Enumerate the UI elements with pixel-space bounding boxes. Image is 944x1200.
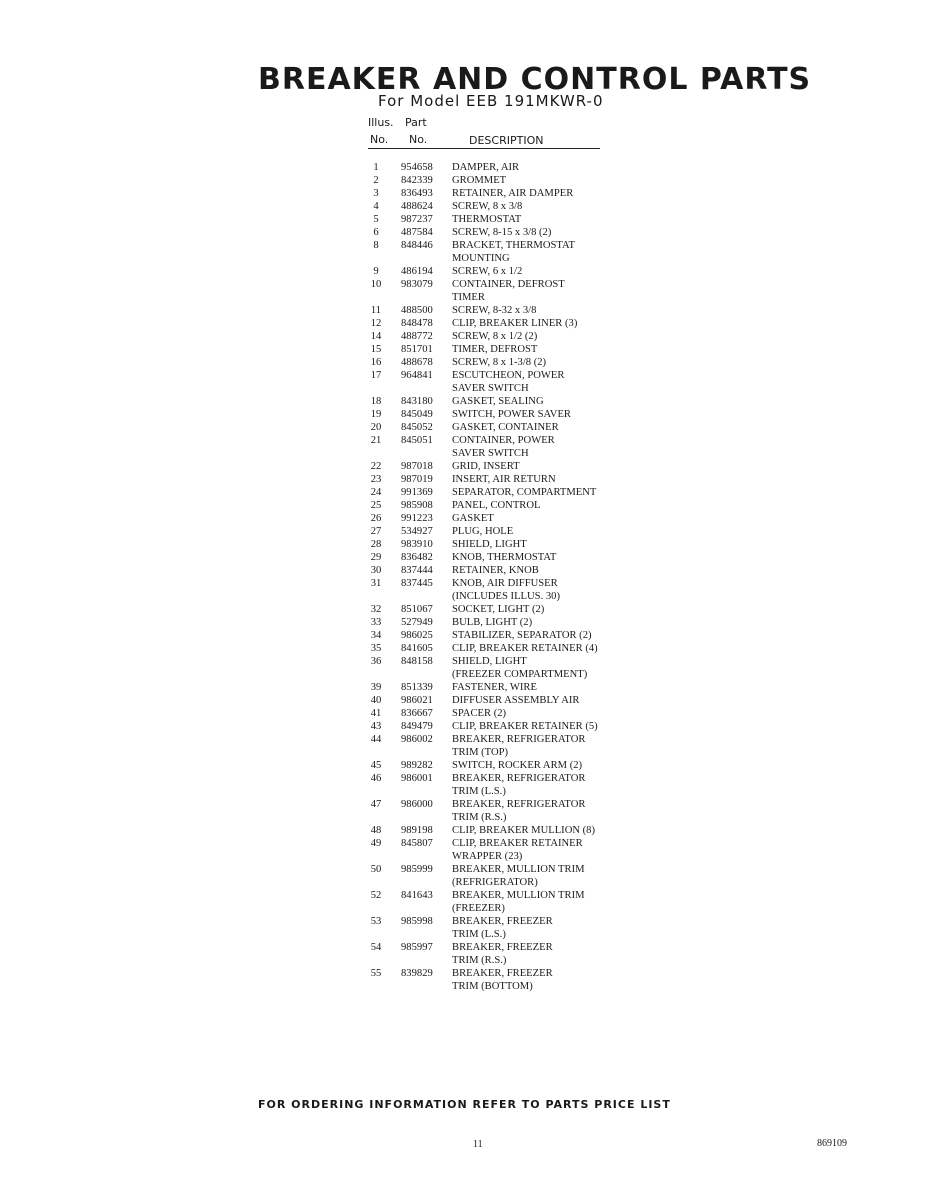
part-number: 848158 xyxy=(401,656,433,667)
description-line: WRAPPER (23) xyxy=(452,851,523,862)
part-number: 848446 xyxy=(401,240,433,251)
description-line: STABILIZER, SEPARATOR (2) xyxy=(452,630,592,641)
illus-number: 19 xyxy=(370,409,382,420)
part-number: 837445 xyxy=(401,578,433,589)
illus-number: 2 xyxy=(373,175,379,186)
part-description xyxy=(452,317,626,330)
parts-list xyxy=(366,161,626,993)
illus-number: 25 xyxy=(370,500,382,511)
illus-number: 36 xyxy=(370,656,382,667)
table-row xyxy=(366,330,626,343)
table-row xyxy=(366,889,626,915)
part-number: 964841 xyxy=(401,370,433,381)
table-row xyxy=(366,434,626,460)
table-row xyxy=(366,577,626,603)
part-description xyxy=(452,434,626,460)
illus-number: 46 xyxy=(370,773,382,784)
part-description xyxy=(452,720,626,733)
part-description xyxy=(452,889,626,915)
table-row xyxy=(366,538,626,551)
part-number: 986001 xyxy=(401,773,433,784)
description-line: BREAKER, REFRIGERATOR xyxy=(452,799,586,810)
illus-number: 31 xyxy=(370,578,382,589)
illus-number: 1 xyxy=(373,162,379,173)
table-row xyxy=(366,772,626,798)
model-subtitle: For Model EEB 191MKWR-0 xyxy=(378,92,604,110)
illus-number: 29 xyxy=(370,552,382,563)
part-number: 488624 xyxy=(401,201,433,212)
part-number: 488500 xyxy=(401,305,433,316)
description-line: INSERT, AIR RETURN xyxy=(452,474,556,485)
description-line: TRIM (TOP) xyxy=(452,747,509,758)
part-description xyxy=(452,603,626,616)
description-line: (REFRIGERATOR) xyxy=(452,877,538,888)
table-row xyxy=(366,499,626,512)
description-line: PANEL, CONTROL xyxy=(452,500,541,511)
part-number: 851701 xyxy=(401,344,433,355)
header-part: Part xyxy=(405,116,427,129)
table-row xyxy=(366,278,626,304)
part-description xyxy=(452,538,626,551)
illus-number: 11 xyxy=(370,305,382,316)
table-row xyxy=(366,915,626,941)
description-line: BULB, LIGHT (2) xyxy=(452,617,533,628)
illus-number: 54 xyxy=(370,942,382,953)
description-line: SCREW, 8-32 x 3/8 xyxy=(452,305,537,316)
part-number: 836493 xyxy=(401,188,433,199)
illus-number: 3 xyxy=(373,188,379,199)
part-number: 488678 xyxy=(401,357,433,368)
description-line: TRIM (L.S.) xyxy=(452,929,506,940)
part-description xyxy=(452,525,626,538)
part-number: 986021 xyxy=(401,695,433,706)
part-number: 987237 xyxy=(401,214,433,225)
description-line: CLIP, BREAKER MULLION (8) xyxy=(452,825,596,836)
description-line: BREAKER, REFRIGERATOR xyxy=(452,773,586,784)
part-number: 837444 xyxy=(401,565,433,576)
table-row xyxy=(366,837,626,863)
part-number: 487584 xyxy=(401,227,433,238)
description-line: BRACKET, THERMOSTAT xyxy=(452,240,575,251)
part-number: 989282 xyxy=(401,760,433,771)
illus-number: 23 xyxy=(370,474,382,485)
part-number: 845052 xyxy=(401,422,433,433)
table-row xyxy=(366,343,626,356)
part-number: 845049 xyxy=(401,409,433,420)
header-description: DESCRIPTION xyxy=(469,134,544,147)
part-number: 839829 xyxy=(401,968,433,979)
part-description xyxy=(452,967,626,993)
illus-number: 35 xyxy=(370,643,382,654)
part-description xyxy=(452,707,626,720)
table-row xyxy=(366,161,626,174)
page-number: 11 xyxy=(473,1139,483,1150)
table-row xyxy=(366,473,626,486)
description-line: RETAINER, KNOB xyxy=(452,565,539,576)
illus-number: 44 xyxy=(370,734,382,745)
part-number: 851339 xyxy=(401,682,433,693)
description-line: CLIP, BREAKER RETAINER (5) xyxy=(452,721,598,732)
part-description xyxy=(452,343,626,356)
part-description xyxy=(452,616,626,629)
part-number: 534927 xyxy=(401,526,433,537)
illus-number: 27 xyxy=(370,526,382,537)
table-row xyxy=(366,369,626,395)
illus-number: 32 xyxy=(370,604,382,615)
part-description xyxy=(452,863,626,889)
part-number: 986025 xyxy=(401,630,433,641)
part-description xyxy=(452,577,626,603)
part-description xyxy=(452,629,626,642)
table-row xyxy=(366,694,626,707)
part-description xyxy=(452,486,626,499)
part-description xyxy=(452,226,626,239)
illus-number: 18 xyxy=(370,396,382,407)
illus-number: 52 xyxy=(370,890,382,901)
illus-number: 41 xyxy=(370,708,382,719)
table-row xyxy=(366,941,626,967)
table-row xyxy=(366,642,626,655)
part-description xyxy=(452,798,626,824)
part-number: 488772 xyxy=(401,331,433,342)
table-row xyxy=(366,525,626,538)
part-description xyxy=(452,408,626,421)
description-line: (FREEZER) xyxy=(452,903,505,914)
table-row xyxy=(366,616,626,629)
part-description xyxy=(452,772,626,798)
description-line: DAMPER, AIR xyxy=(452,162,520,173)
description-line: CLIP, BREAKER RETAINER xyxy=(452,838,583,849)
table-row xyxy=(366,213,626,226)
illus-number: 39 xyxy=(370,682,382,693)
illus-number: 17 xyxy=(370,370,382,381)
description-line: GASKET, CONTAINER xyxy=(452,422,559,433)
part-number: 983079 xyxy=(401,279,433,290)
table-row xyxy=(366,720,626,733)
description-line: BREAKER, MULLION TRIM xyxy=(452,864,585,875)
description-line: GROMMET xyxy=(452,175,507,186)
table-row xyxy=(366,460,626,473)
description-line: SWITCH, ROCKER ARM (2) xyxy=(452,760,583,771)
part-number: 843180 xyxy=(401,396,433,407)
illus-number: 6 xyxy=(373,227,379,238)
part-number: 983910 xyxy=(401,539,433,550)
description-line: (FREEZER COMPARTMENT) xyxy=(452,669,588,680)
description-line: SAVER SWITCH xyxy=(452,383,529,394)
part-description xyxy=(452,460,626,473)
illus-number: 47 xyxy=(370,799,382,810)
part-number: 841605 xyxy=(401,643,433,654)
part-description xyxy=(452,304,626,317)
part-number: 845807 xyxy=(401,838,433,849)
part-number: 849479 xyxy=(401,721,433,732)
description-line: KNOB, AIR DIFFUSER xyxy=(452,578,558,589)
illus-number: 40 xyxy=(370,695,382,706)
part-description xyxy=(452,499,626,512)
part-description xyxy=(452,330,626,343)
description-line: TRIM (BOTTOM) xyxy=(452,981,533,992)
illus-number: 9 xyxy=(373,266,379,277)
illus-number: 34 xyxy=(370,630,382,641)
part-number: 527949 xyxy=(401,617,433,628)
description-line: DIFFUSER ASSEMBLY AIR xyxy=(452,695,580,706)
table-row xyxy=(366,200,626,213)
part-description xyxy=(452,395,626,408)
illus-number: 22 xyxy=(370,461,382,472)
table-row xyxy=(366,759,626,772)
part-number: 985908 xyxy=(401,500,433,511)
illus-number: 45 xyxy=(370,760,382,771)
illus-number: 10 xyxy=(370,279,382,290)
part-description xyxy=(452,369,626,395)
description-line: ESCUTCHEON, POWER xyxy=(452,370,565,381)
table-row xyxy=(366,174,626,187)
part-number: 991223 xyxy=(401,513,433,524)
illus-number: 16 xyxy=(370,357,382,368)
illus-number: 28 xyxy=(370,539,382,550)
description-line: TRIM (R.S.) xyxy=(452,812,507,823)
description-line: CLIP, BREAKER RETAINER (4) xyxy=(452,643,598,654)
table-row xyxy=(366,967,626,993)
part-number: 845051 xyxy=(401,435,433,446)
table-row xyxy=(366,356,626,369)
part-number: 836482 xyxy=(401,552,433,563)
part-description xyxy=(452,265,626,278)
part-number: 836667 xyxy=(401,708,433,719)
description-line: BREAKER, FREEZER xyxy=(452,916,553,927)
part-description xyxy=(452,278,626,304)
part-description xyxy=(452,239,626,265)
part-description xyxy=(452,941,626,967)
illus-number: 55 xyxy=(370,968,382,979)
table-row xyxy=(366,564,626,577)
part-description xyxy=(452,655,626,681)
part-description xyxy=(452,356,626,369)
description-line: THERMOSTAT xyxy=(452,214,522,225)
description-line: FASTENER, WIRE xyxy=(452,682,537,693)
part-description xyxy=(452,512,626,525)
illus-number: 5 xyxy=(373,214,379,225)
part-number: 989198 xyxy=(401,825,433,836)
part-description xyxy=(452,733,626,759)
table-row xyxy=(366,408,626,421)
header-part-no: No. xyxy=(409,133,428,146)
description-line: GASKET xyxy=(452,513,494,524)
description-line: RETAINER, AIR DAMPER xyxy=(452,188,574,199)
illus-number: 33 xyxy=(370,617,382,628)
description-line: KNOB, THERMOSTAT xyxy=(452,552,557,563)
description-line: CONTAINER, POWER xyxy=(452,435,555,446)
illus-number: 43 xyxy=(370,721,382,732)
table-row xyxy=(366,239,626,265)
illus-number: 24 xyxy=(370,487,382,498)
description-line: SHIELD, LIGHT xyxy=(452,539,527,550)
description-line: BREAKER, MULLION TRIM xyxy=(452,890,585,901)
description-line: TIMER, DEFROST xyxy=(452,344,538,355)
part-description xyxy=(452,161,626,174)
illus-number: 12 xyxy=(370,318,382,329)
part-description xyxy=(452,915,626,941)
part-description xyxy=(452,200,626,213)
part-number: 848478 xyxy=(401,318,433,329)
description-line: CONTAINER, DEFROST xyxy=(452,279,565,290)
table-row xyxy=(366,486,626,499)
description-line: PLUG, HOLE xyxy=(452,526,514,537)
illus-number: 50 xyxy=(370,864,382,875)
part-number: 842339 xyxy=(401,175,433,186)
part-number: 486194 xyxy=(401,266,433,277)
ordering-footer: FOR ORDERING INFORMATION REFER TO PARTS PRICE LIST xyxy=(258,1098,671,1111)
part-number: 841643 xyxy=(401,890,433,901)
header-illus: Illus. xyxy=(368,116,394,129)
description-line: TRIM (L.S.) xyxy=(452,786,506,797)
illus-number: 30 xyxy=(370,565,382,576)
table-row xyxy=(366,655,626,681)
table-row xyxy=(366,265,626,278)
illus-number: 20 xyxy=(370,422,382,433)
document-number: 869109 xyxy=(817,1138,847,1149)
part-number: 986002 xyxy=(401,734,433,745)
description-line: CLIP, BREAKER LINER (3) xyxy=(452,318,578,329)
part-description xyxy=(452,642,626,655)
description-line: BREAKER, FREEZER xyxy=(452,942,553,953)
illus-number: 4 xyxy=(373,201,379,212)
part-number: 985997 xyxy=(401,942,433,953)
table-row xyxy=(366,681,626,694)
part-description xyxy=(452,213,626,226)
header-illus-no: No. xyxy=(370,133,389,146)
illus-number: 8 xyxy=(373,240,379,251)
table-row xyxy=(366,863,626,889)
part-description xyxy=(452,473,626,486)
part-number: 987018 xyxy=(401,461,433,472)
description-line: SPACER (2) xyxy=(452,708,507,719)
table-row xyxy=(366,707,626,720)
part-description xyxy=(452,564,626,577)
table-row xyxy=(366,421,626,434)
description-line: SCREW, 8 x 3/8 xyxy=(452,201,523,212)
part-description xyxy=(452,824,626,837)
description-line: MOUNTING xyxy=(452,253,510,264)
illus-number: 21 xyxy=(370,435,382,446)
description-line: GASKET, SEALING xyxy=(452,396,544,407)
part-number: 987019 xyxy=(401,474,433,485)
description-line: SCREW, 8-15 x 3/8 (2) xyxy=(452,227,552,238)
part-description xyxy=(452,694,626,707)
description-line: SCREW, 6 x 1/2 xyxy=(452,266,523,277)
part-description xyxy=(452,421,626,434)
illus-number: 15 xyxy=(370,344,382,355)
part-number: 851067 xyxy=(401,604,433,615)
illus-number: 53 xyxy=(370,916,382,927)
part-description xyxy=(452,681,626,694)
table-row xyxy=(366,512,626,525)
part-number: 985998 xyxy=(401,916,433,927)
part-description xyxy=(452,551,626,564)
description-line: SEPARATOR, COMPARTMENT xyxy=(452,487,597,498)
table-row xyxy=(366,317,626,330)
table-row xyxy=(366,187,626,200)
illus-number: 14 xyxy=(370,331,382,342)
description-line: TRIM (R.S.) xyxy=(452,955,507,966)
description-line: BREAKER, FREEZER xyxy=(452,968,553,979)
description-line: SHIELD, LIGHT xyxy=(452,656,527,667)
illus-number: 49 xyxy=(370,838,382,849)
part-number: 991369 xyxy=(401,487,433,498)
description-line: TIMER xyxy=(452,292,485,303)
description-line: GRID, INSERT xyxy=(452,461,520,472)
table-row xyxy=(366,824,626,837)
part-number: 986000 xyxy=(401,799,433,810)
part-description xyxy=(452,837,626,863)
table-row xyxy=(366,226,626,239)
table-row xyxy=(366,629,626,642)
illus-number: 26 xyxy=(370,513,382,524)
description-line: BREAKER, REFRIGERATOR xyxy=(452,734,586,745)
description-line: SWITCH, POWER SAVER xyxy=(452,409,571,420)
part-number: 954658 xyxy=(401,162,433,173)
description-line: SCREW, 8 x 1-3/8 (2) xyxy=(452,357,547,368)
part-number: 985999 xyxy=(401,864,433,875)
table-row xyxy=(366,395,626,408)
table-row xyxy=(366,603,626,616)
table-row xyxy=(366,304,626,317)
description-line: (INCLUDES ILLUS. 30) xyxy=(452,591,560,602)
table-row xyxy=(366,551,626,564)
table-row xyxy=(366,733,626,759)
part-description xyxy=(452,759,626,772)
description-line: SOCKET, LIGHT (2) xyxy=(452,604,545,615)
illus-number: 48 xyxy=(370,825,382,836)
part-description xyxy=(452,187,626,200)
table-row xyxy=(366,798,626,824)
header-rule xyxy=(368,148,600,149)
part-description xyxy=(452,174,626,187)
page-title: BREAKER AND CONTROL PARTS xyxy=(258,62,812,97)
description-line: SAVER SWITCH xyxy=(452,448,529,459)
description-line: SCREW, 8 x 1/2 (2) xyxy=(452,331,538,342)
